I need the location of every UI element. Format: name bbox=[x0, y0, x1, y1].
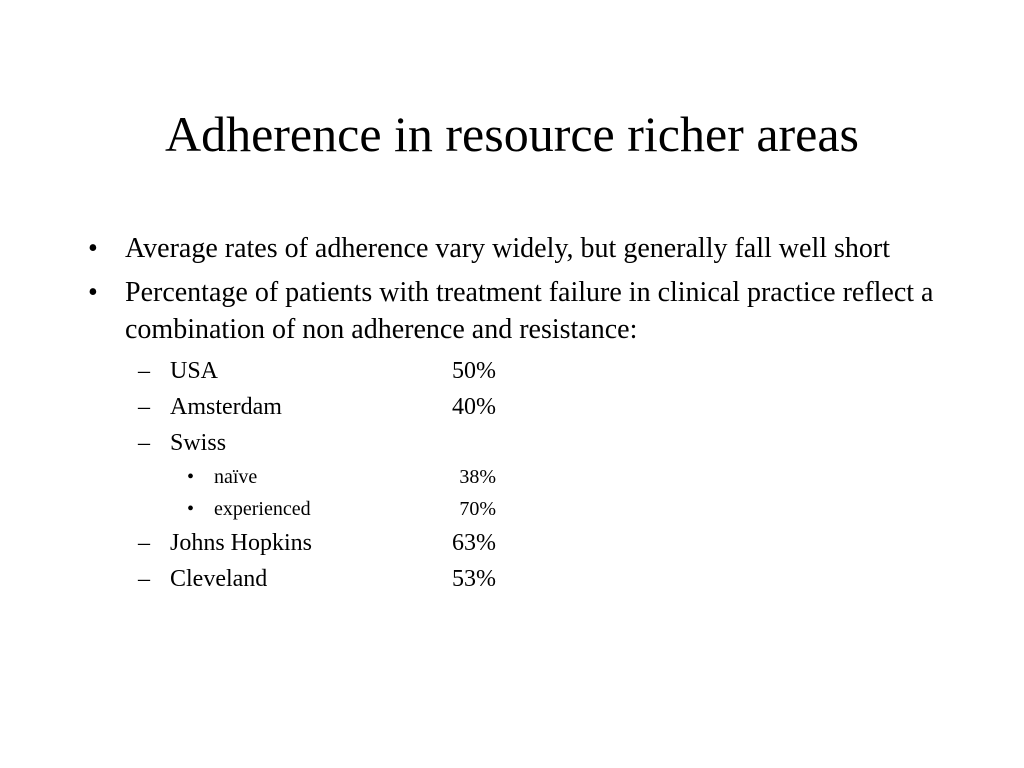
bullet-item bbox=[86, 230, 946, 267]
site-item-swiss bbox=[86, 427, 946, 459]
subitem-value: 38% bbox=[459, 466, 496, 488]
site-item-amsterdam bbox=[86, 391, 946, 423]
swiss-subitem-naive bbox=[86, 463, 946, 491]
bullet-item bbox=[86, 274, 946, 348]
site-label: Johns Hopkins bbox=[170, 530, 313, 556]
site-label: Amsterdam bbox=[170, 394, 282, 420]
bullet-text: Percentage of patients with treatment failure in clinical practice reflect a combination of non adherence and resistance: bbox=[125, 277, 934, 345]
site-value: 53% bbox=[452, 566, 496, 592]
dash-marker: – bbox=[138, 530, 150, 556]
dash-marker: – bbox=[138, 566, 150, 592]
slide-title: Adherence in resource richer areas bbox=[164, 106, 860, 162]
subitem-label: experienced bbox=[214, 498, 311, 520]
bullet-marker: • bbox=[187, 498, 195, 520]
site-label: USA bbox=[170, 358, 219, 384]
site-label: Swiss bbox=[170, 430, 227, 456]
subitem-label: naïve bbox=[214, 466, 258, 488]
site-value: 40% bbox=[452, 394, 496, 420]
subitem-value: 70% bbox=[459, 498, 496, 520]
site-value: 63% bbox=[452, 530, 496, 556]
site-item-johns-hopkins bbox=[86, 527, 946, 559]
dash-marker: – bbox=[138, 430, 150, 456]
slide-body bbox=[86, 230, 946, 595]
dash-marker: – bbox=[138, 394, 150, 420]
site-item-usa bbox=[86, 355, 946, 387]
site-value: 50% bbox=[452, 358, 496, 384]
bullet-marker: • bbox=[88, 233, 98, 264]
site-label: Cleveland bbox=[170, 566, 268, 592]
site-item-cleveland bbox=[86, 563, 946, 595]
swiss-subitem-experienced bbox=[86, 495, 946, 523]
bullet-marker: • bbox=[187, 466, 195, 488]
dash-marker: – bbox=[138, 358, 150, 384]
bullet-marker: • bbox=[88, 277, 98, 308]
bullet-text: Average rates of adherence vary widely, but generally fall well short bbox=[125, 233, 890, 264]
